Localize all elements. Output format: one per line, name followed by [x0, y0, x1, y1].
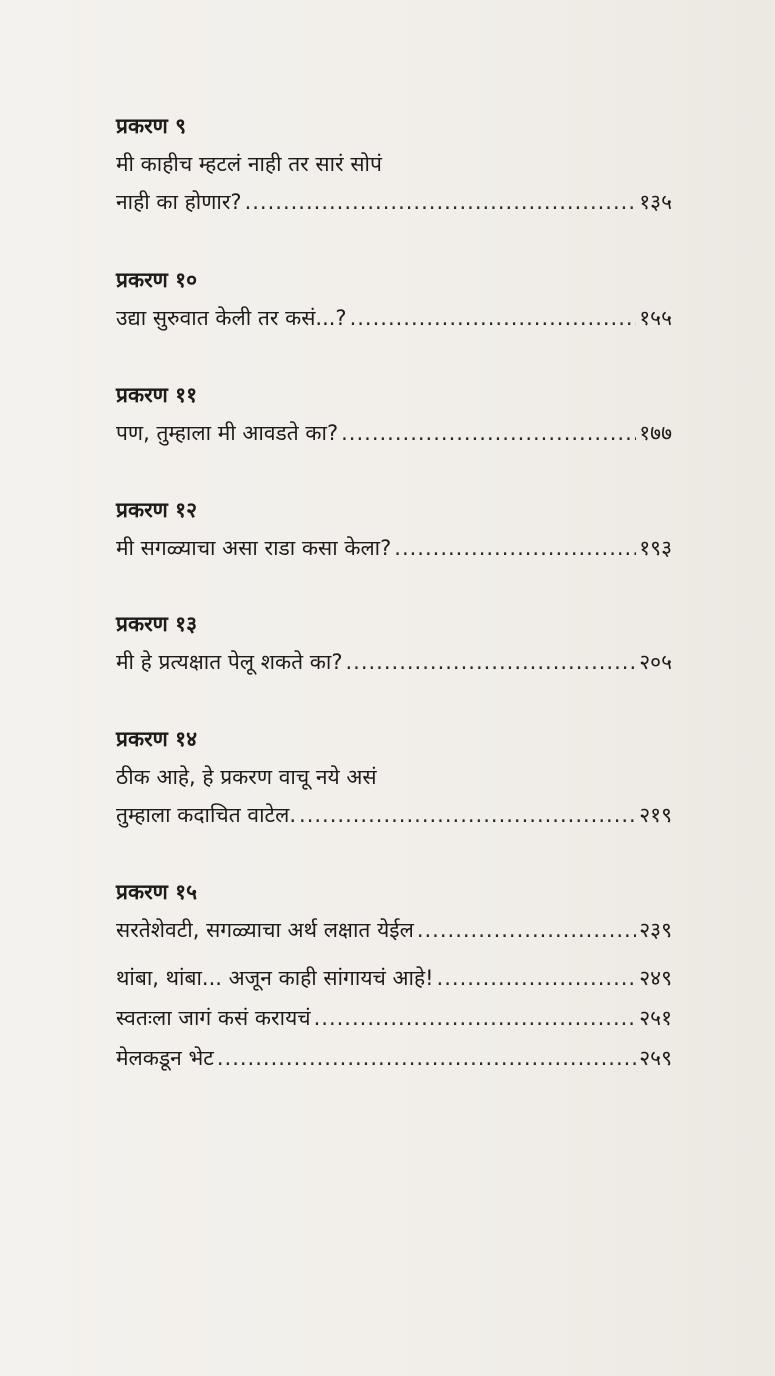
entry-title: नाही का होणार?: [116, 190, 242, 214]
dot-leader: [245, 189, 637, 215]
entry-title: मेलकडून भेट: [116, 1046, 214, 1070]
entry-title: स्वतःला जागं कसं करायचं: [116, 1006, 311, 1030]
entry-title: थांबा, थांबा... अजून काही सांगायचं आहे!: [116, 966, 434, 990]
toc-entry-line: [116, 535, 672, 561]
toc-entry-line: [116, 1045, 672, 1071]
page-number: २१९: [639, 803, 672, 827]
dot-leader: [394, 535, 636, 561]
toc-extras: [116, 965, 672, 1085]
chapter-heading: प्रकरण १०: [116, 268, 197, 292]
toc-entry-line: [116, 189, 672, 215]
page-number: १३५: [639, 190, 672, 214]
dot-leader: [437, 965, 637, 991]
toc-chapter-14: [116, 726, 672, 840]
toc-entry-line: [116, 1005, 672, 1031]
toc-entry-line: [116, 965, 672, 991]
page-number: १५५: [639, 306, 672, 330]
chapter-heading: प्रकरण १४: [116, 727, 197, 751]
chapter-heading: प्रकरण ९: [116, 114, 187, 138]
toc-chapter-15: [116, 879, 672, 955]
chapter-heading: प्रकरण ११: [116, 383, 197, 407]
dot-leader: [299, 802, 636, 828]
dot-leader: [217, 1045, 636, 1071]
entry-title: मी काहीच म्हटलं नाही तर सारं सोपं: [116, 152, 382, 176]
entry-title: उद्या सुरुवात केली तर कसं...?: [116, 306, 347, 330]
toc-entry-line: [116, 802, 672, 828]
toc-chapter-10: [116, 267, 672, 343]
dot-leader: [345, 649, 636, 675]
toc-chapter-9: [116, 113, 672, 227]
toc-entry-line: [116, 305, 672, 331]
page-number: १९३: [639, 536, 672, 560]
toc-entry-line: [116, 649, 672, 675]
entry-title: सरतेशेवटी, सगळ्याचा अर्थ लक्षात येईल: [116, 918, 414, 942]
dot-leader: [417, 917, 636, 943]
page-number: २४९: [639, 966, 672, 990]
toc-chapter-11: [116, 382, 672, 458]
entry-title: मी हे प्रत्यक्षात पेलू शकते का?: [116, 650, 343, 674]
entry-title: तुम्हाला कदाचित वाटेल.: [116, 803, 297, 827]
chapter-heading: प्रकरण १२: [116, 498, 197, 522]
page-number: २०५: [639, 650, 672, 674]
entry-title: पण, तुम्हाला मी आवडते का?: [116, 421, 339, 445]
page-number: २३९: [639, 918, 672, 942]
toc-chapter-12: [116, 497, 672, 573]
dot-leader: [350, 305, 637, 331]
entry-title: मी सगळ्याचा असा राडा कसा केला?: [116, 536, 392, 560]
entry-title: ठीक आहे, हे प्रकरण वाचू नये असं: [116, 765, 377, 789]
toc-entry-line: [116, 151, 672, 177]
chapter-heading: प्रकरण १५: [116, 880, 197, 904]
page-number: २५१: [639, 1006, 672, 1030]
toc-entry-line: [116, 917, 672, 943]
dot-leader: [314, 1005, 637, 1031]
chapter-heading: प्रकरण १३: [116, 612, 197, 636]
page-number: २५९: [639, 1046, 672, 1070]
dot-leader: [341, 420, 636, 446]
toc-entry-line: [116, 764, 672, 790]
page-number: १७७: [639, 421, 672, 445]
toc-chapter-13: [116, 611, 672, 687]
toc-entry-line: [116, 420, 672, 446]
